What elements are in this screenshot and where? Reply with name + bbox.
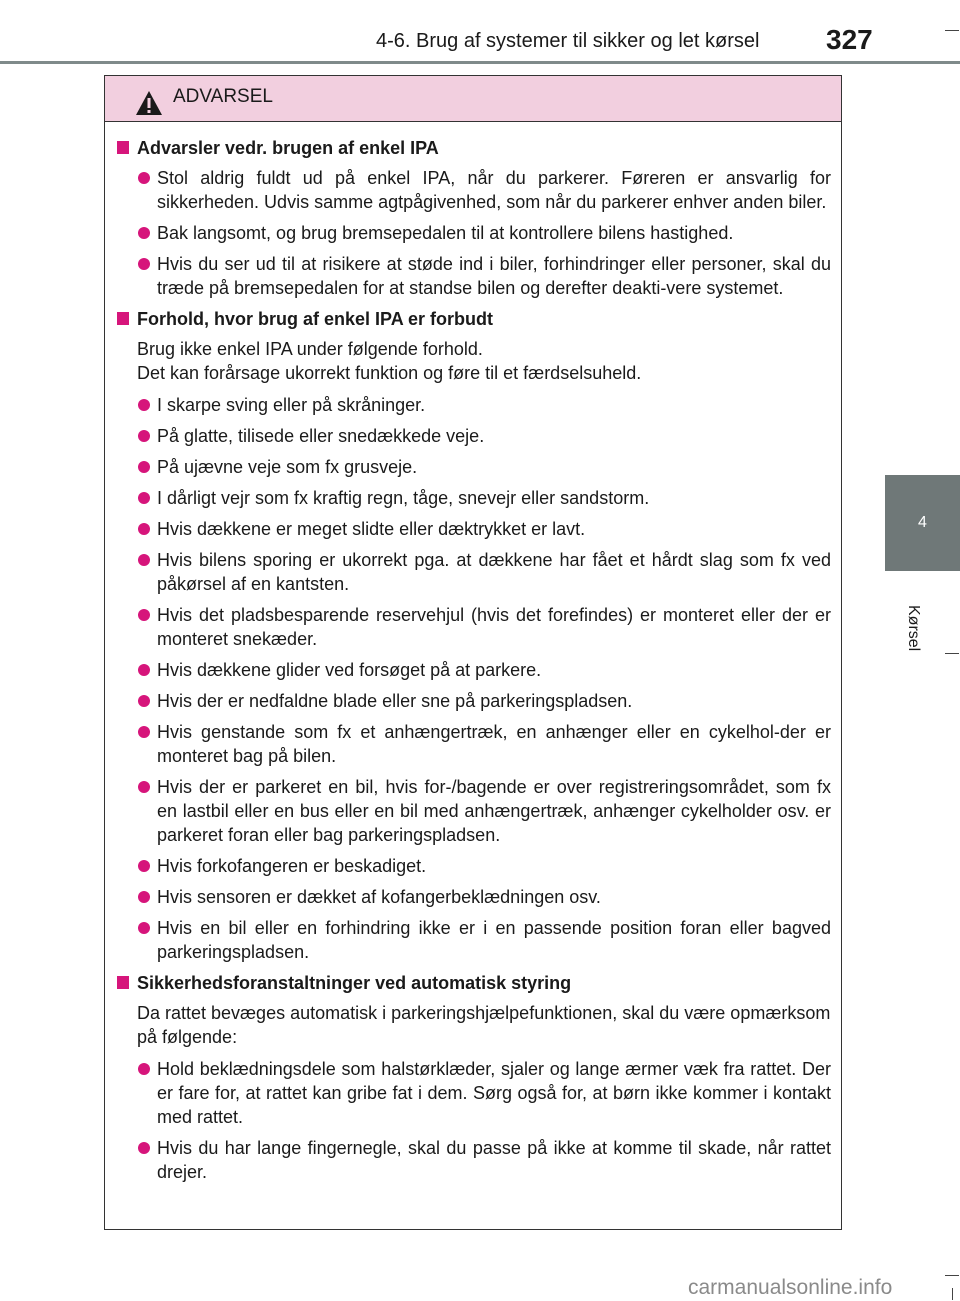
list-item [115, 603, 831, 651]
list-item-text: Hvis dækkene glider ved forsøget på at parkere. [157, 660, 542, 680]
list-item [115, 658, 831, 682]
list-item-text: Hvis sensoren er dækket af kofangerbeklædningen osv. [157, 887, 601, 907]
round-bullet-icon [138, 461, 150, 473]
list-item [115, 885, 831, 909]
page-header-title: 4-6. Brug af systemer til sikker og let kørsel [376, 30, 760, 52]
crop-mark [945, 1275, 959, 1276]
round-bullet-icon [138, 258, 150, 270]
list-item-text: Hvis det pladsbesparende reservehjul (hvis det forefindes) er monteret eller der er monteret snekæder. [157, 605, 831, 649]
list-item-text: Hold beklædningsdele som halstørklæder, sjaler og lange ærmer væk fra rattet. Der er fare for, at rattet kan gribe fat i dem. Sørg også for, at børn ikke kommer i kontakt med rattet. [157, 1059, 831, 1127]
square-bullet-icon [117, 312, 129, 325]
round-bullet-icon [138, 430, 150, 442]
round-bullet-icon [138, 922, 150, 934]
section-heading [115, 136, 831, 160]
section-heading-text: Advarsler vedr. brugen af enkel IPA [137, 138, 439, 158]
list-item [115, 916, 831, 964]
list-item-text: Bak langsomt, og brug bremsepedalen til at kontrollere bilens hastighed. [157, 223, 734, 243]
round-bullet-icon [138, 695, 150, 707]
list-item-text: Stol aldrig fuldt ud på enkel IPA, når du parkerer. Føreren er ansvarlig for sikkerheden. Udvis samme agtpågivenhed, som når du parkerer enhver anden biler. [157, 168, 831, 212]
list-item [115, 854, 831, 878]
list-item [115, 166, 831, 214]
list-item-text: Hvis bilens sporing er ukorrekt pga. at dækkene har fået et hårdt slag som fx ved påkørsel af en kantsten. [157, 550, 831, 594]
list-item [115, 252, 831, 300]
list-item-text: I dårligt vejr som fx kraftig regn, tåge, snevejr eller sandstorm. [157, 488, 650, 508]
page-number: 327 [826, 24, 873, 55]
round-bullet-icon [138, 781, 150, 793]
list-item-text: Hvis der er parkeret en bil, hvis for-/bagende er over registreringsområdet, som fx en lastbil eller en bus eller en bil med anhængertræk, anhænger cykelholder osv. er parkeret foran eller bag parkeringspladsen. [157, 777, 831, 845]
section-paragraph: Da rattet bevæges automatisk i parkeringshjælpefunktionen, skal du være opmærksom på følgende: [137, 1003, 831, 1047]
list-item [115, 689, 831, 713]
round-bullet-icon [138, 726, 150, 738]
section-heading [115, 307, 831, 331]
list-item-text: Hvis der er nedfaldne blade eller sne på parkeringspladsen. [157, 691, 633, 711]
chapter-label: Kørsel [905, 605, 922, 652]
round-bullet-icon [138, 492, 150, 504]
list-item-text: Hvis du har lange fingernegle, skal du passe på ikke at komme til skade, når rattet drejer. [157, 1138, 831, 1182]
section-heading-text: Sikkerhedsforanstaltninger ved automatisk styring [137, 973, 572, 993]
square-bullet-icon [117, 141, 129, 154]
chapter-tab [885, 475, 960, 571]
list-item [115, 221, 831, 245]
crop-mark [945, 653, 959, 654]
list-item-text: Hvis genstande som fx et anhængertræk, en anhænger eller en cykelhol-der er monteret bag på bilen. [157, 722, 831, 766]
list-item-text: På glatte, tilisede eller snedækkede veje. [157, 426, 485, 446]
list-item-text: Hvis forkofangeren er beskadiget. [157, 856, 427, 876]
list-item [115, 548, 831, 596]
list-item [115, 1136, 831, 1184]
list-item-text: Hvis du ser ud til at risikere at støde ind i biler, forhindringer eller personer, skal du træde på bremsepedalen for at standse bilen og derefter deakti-vere systemet. [157, 254, 831, 298]
crop-mark [945, 30, 959, 31]
section-paragraph: Det kan forårsage ukorrekt funktion og føre til et færdselsuheld. [137, 363, 642, 383]
round-bullet-icon [138, 172, 150, 184]
round-bullet-icon [138, 227, 150, 239]
chapter-number: 4 [918, 514, 927, 531]
header-rule [0, 61, 960, 64]
round-bullet-icon [138, 664, 150, 676]
list-item-text: Hvis en bil eller en forhindring ikke er i en passende position foran eller bagved parkeringspladsen. [157, 918, 831, 962]
list-item [115, 393, 831, 417]
crop-mark [952, 1288, 953, 1300]
round-bullet-icon [138, 860, 150, 872]
warning-triangle-icon [135, 90, 163, 116]
round-bullet-icon [138, 523, 150, 535]
warning-box [104, 75, 842, 1230]
round-bullet-icon [138, 1063, 150, 1075]
section-heading-text: Forhold, hvor brug af enkel IPA er forbudt [137, 309, 494, 329]
round-bullet-icon [138, 1142, 150, 1154]
list-item-text: I skarpe sving eller på skråninger. [157, 395, 426, 415]
round-bullet-icon [138, 609, 150, 621]
section-heading [115, 971, 831, 995]
warning-header [105, 76, 841, 122]
list-item [115, 775, 831, 847]
square-bullet-icon [117, 976, 129, 989]
warning-label: ADVARSEL [173, 85, 273, 107]
warning-content [105, 122, 841, 1184]
list-item [115, 1057, 831, 1129]
watermark: carmanualsonline.info [688, 1276, 893, 1299]
list-item [115, 455, 831, 479]
list-item [115, 517, 831, 541]
round-bullet-icon [138, 554, 150, 566]
list-item-text: Hvis dækkene er meget slidte eller dæktrykket er lavt. [157, 519, 586, 539]
list-item [115, 424, 831, 448]
list-item [115, 486, 831, 510]
list-item [115, 720, 831, 768]
list-item-text: På ujævne veje som fx grusveje. [157, 457, 418, 477]
section-paragraph: Brug ikke enkel IPA under følgende forhold. [137, 339, 483, 359]
round-bullet-icon [138, 399, 150, 411]
round-bullet-icon [138, 891, 150, 903]
